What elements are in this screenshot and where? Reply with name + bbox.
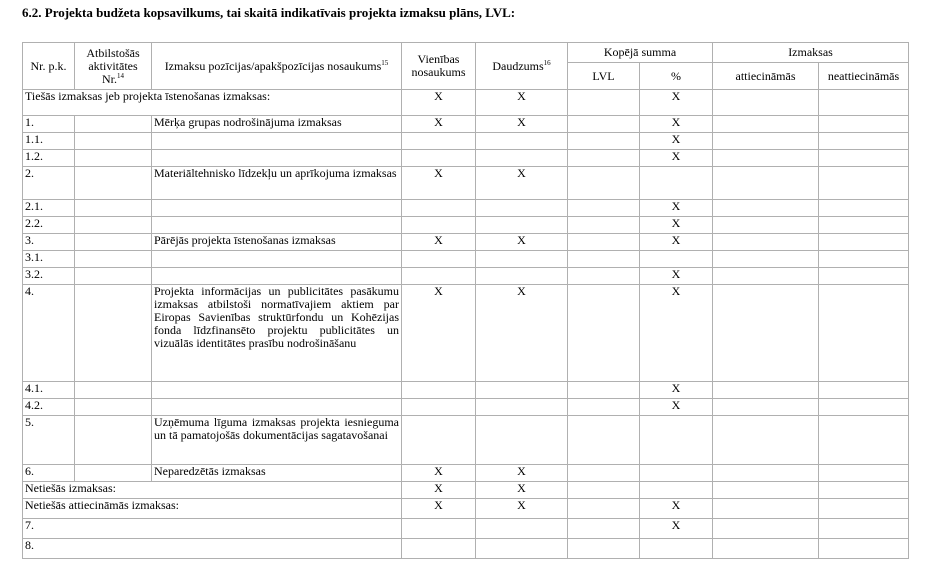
quantity-cell [476, 539, 568, 559]
quantity-cell: X [476, 482, 568, 499]
unit-cell [402, 539, 476, 559]
lvl-cell [568, 167, 640, 200]
unit-cell: X [402, 116, 476, 133]
position-name [152, 150, 402, 167]
activity-cell [75, 167, 152, 200]
row-number: 1.1. [23, 133, 75, 150]
ineligible-cell [819, 133, 909, 150]
eligible-cell [713, 285, 819, 382]
percent-cell: X [640, 268, 713, 285]
ineligible-cell [819, 167, 909, 200]
row-number: 3. [23, 234, 75, 251]
unit-cell [402, 416, 476, 465]
lvl-cell [568, 116, 640, 133]
percent-cell: X [640, 90, 713, 116]
quantity-cell: X [476, 116, 568, 133]
lvl-cell [568, 285, 640, 382]
quantity-cell: X [476, 234, 568, 251]
row-number: 5. [23, 416, 75, 465]
unit-cell [402, 519, 476, 539]
position-name [152, 251, 402, 268]
header-quantity: Daudzums$^{16}$ [476, 43, 568, 90]
ineligible-cell [819, 499, 909, 519]
row-number: 4.1. [23, 382, 75, 399]
table-row [23, 285, 909, 382]
lvl-cell [568, 539, 640, 559]
header-eligible: attiecināmās [713, 63, 819, 90]
row-number: 4.2. [23, 399, 75, 416]
lvl-cell [568, 217, 640, 234]
ineligible-cell [819, 416, 909, 465]
eligible-cell [713, 150, 819, 167]
row-number: 3.1. [23, 251, 75, 268]
ineligible-cell [819, 285, 909, 382]
header-position: Izmaksu pozīcijas/apakšpozīcijas nosaukums$^{15}$ [152, 43, 402, 90]
activity-cell [75, 217, 152, 234]
ineligible-cell [819, 465, 909, 482]
activity-cell [75, 133, 152, 150]
unit-cell: X [402, 90, 476, 116]
header-ineligible: neattiecināmās [819, 63, 909, 90]
position-name [152, 133, 402, 150]
ineligible-cell [819, 116, 909, 133]
row-number: 2.2. [23, 217, 75, 234]
lvl-cell [568, 482, 640, 499]
table-row [23, 399, 909, 416]
header-lvl: LVL [568, 63, 640, 90]
eligible-cell [713, 167, 819, 200]
percent-cell: X [640, 382, 713, 399]
percent-cell: X [640, 234, 713, 251]
quantity-cell [476, 268, 568, 285]
ineligible-cell [819, 399, 909, 416]
percent-cell: X [640, 399, 713, 416]
table-row [23, 200, 909, 217]
unit-cell [402, 133, 476, 150]
quantity-cell: X [476, 285, 568, 382]
row-number: 2.1. [23, 200, 75, 217]
activity-cell [75, 116, 152, 133]
activity-cell [75, 200, 152, 217]
lvl-cell [568, 133, 640, 150]
ineligible-cell [819, 268, 909, 285]
lvl-cell [568, 499, 640, 519]
header-activity: Atbilstošās aktivitātes Nr.$^{14}$ [75, 43, 152, 90]
eligible-cell [713, 251, 819, 268]
ineligible-cell [819, 251, 909, 268]
eligible-cell [713, 217, 819, 234]
lvl-cell [568, 399, 640, 416]
eligible-cell [713, 116, 819, 133]
ineligible-cell [819, 90, 909, 116]
position-name: Materiāltehnisko līdzekļu un aprīkojuma izmaksas [152, 167, 402, 200]
percent-cell [640, 482, 713, 499]
ineligible-cell [819, 150, 909, 167]
table-row [23, 416, 909, 465]
eligible-cell [713, 133, 819, 150]
eligible-cell [713, 465, 819, 482]
budget-table [22, 42, 909, 559]
header-nr: Nr. p.k. [23, 43, 75, 90]
position-name [152, 268, 402, 285]
table-row [23, 268, 909, 285]
position-name [152, 217, 402, 234]
table-row [23, 116, 909, 133]
percent-cell: X [640, 150, 713, 167]
quantity-cell [476, 399, 568, 416]
row-label: Netiešās attiecināmās izmaksas: [23, 499, 402, 519]
lvl-cell [568, 251, 640, 268]
activity-cell [75, 234, 152, 251]
row-label: 7. [23, 519, 402, 539]
eligible-cell [713, 382, 819, 399]
activity-cell [75, 465, 152, 482]
unit-cell [402, 399, 476, 416]
lvl-cell [568, 382, 640, 399]
percent-cell [640, 251, 713, 268]
position-name [152, 399, 402, 416]
eligible-cell [713, 234, 819, 251]
header-unit: Vienības nosaukums [402, 43, 476, 90]
lvl-cell [568, 90, 640, 116]
lvl-cell [568, 150, 640, 167]
position-name: Projekta informācijas un publicitātes pasākumu izmaksas atbilstoši normatīvajiem aktiem par Eiropas Savienības struktūrfondu un Kohēzijas fonda līdzfinansēto projektu publicitātes un vizuālās identitātes prasību nodrošināšanu [152, 285, 402, 382]
table-row [23, 519, 909, 539]
row-number: 3.2. [23, 268, 75, 285]
percent-cell [640, 539, 713, 559]
quantity-cell: X [476, 90, 568, 116]
lvl-cell [568, 234, 640, 251]
unit-cell: X [402, 499, 476, 519]
row-number: 4. [23, 285, 75, 382]
table-row [23, 167, 909, 200]
unit-cell: X [402, 465, 476, 482]
unit-cell: X [402, 482, 476, 499]
position-name [152, 382, 402, 399]
table-row [23, 234, 909, 251]
percent-cell [640, 167, 713, 200]
position-name [152, 200, 402, 217]
quantity-cell [476, 416, 568, 465]
activity-cell [75, 399, 152, 416]
quantity-cell [476, 200, 568, 217]
table-row [23, 499, 909, 519]
header-total: Kopējā summa [568, 43, 713, 63]
table-row [23, 133, 909, 150]
activity-cell [75, 382, 152, 399]
lvl-cell [568, 200, 640, 217]
eligible-cell [713, 200, 819, 217]
unit-cell [402, 251, 476, 268]
quantity-cell [476, 251, 568, 268]
percent-cell: X [640, 133, 713, 150]
ineligible-cell [819, 382, 909, 399]
row-number: 2. [23, 167, 75, 200]
quantity-cell: X [476, 167, 568, 200]
quantity-cell [476, 150, 568, 167]
position-name: Mērķa grupas nodrošinājuma izmaksas [152, 116, 402, 133]
position-name: Uzņēmuma līguma izmaksas projekta iesnieguma un tā pamatojošās dokumentācijas sagatavošanai [152, 416, 402, 465]
ineligible-cell [819, 539, 909, 559]
eligible-cell [713, 416, 819, 465]
section-heading: 6.2. Projekta budžeta kopsavilkums, tai skaitā indikatīvais projekta izmaksu plāns, LVL: [22, 5, 516, 20]
table-row [23, 150, 909, 167]
lvl-cell [568, 416, 640, 465]
table-row [23, 217, 909, 234]
unit-cell: X [402, 234, 476, 251]
unit-cell [402, 150, 476, 167]
percent-cell: X [640, 116, 713, 133]
eligible-cell [713, 539, 819, 559]
eligible-cell [713, 399, 819, 416]
lvl-cell [568, 268, 640, 285]
row-label: Netiešās izmaksas: [23, 482, 402, 499]
ineligible-cell [819, 217, 909, 234]
percent-cell [640, 416, 713, 465]
ineligible-cell [819, 519, 909, 539]
table-row [23, 539, 909, 559]
percent-cell: X [640, 285, 713, 382]
eligible-cell [713, 90, 819, 116]
percent-cell: X [640, 217, 713, 234]
ineligible-cell [819, 200, 909, 217]
quantity-cell: X [476, 499, 568, 519]
position-name: Neparedzētās izmaksas [152, 465, 402, 482]
quantity-cell: X [476, 465, 568, 482]
table-body [23, 90, 909, 559]
quantity-cell [476, 382, 568, 399]
unit-cell [402, 217, 476, 234]
row-number: 1.2. [23, 150, 75, 167]
table-row [23, 382, 909, 399]
eligible-cell [713, 482, 819, 499]
activity-cell [75, 268, 152, 285]
unit-cell [402, 268, 476, 285]
lvl-cell [568, 519, 640, 539]
row-number: 6. [23, 465, 75, 482]
eligible-cell [713, 268, 819, 285]
percent-cell: X [640, 200, 713, 217]
eligible-cell [713, 499, 819, 519]
table-row [23, 90, 909, 116]
header-costs: Izmaksas [713, 43, 909, 63]
unit-cell [402, 200, 476, 217]
ineligible-cell [819, 234, 909, 251]
activity-cell [75, 150, 152, 167]
percent-cell: X [640, 519, 713, 539]
percent-cell: X [640, 499, 713, 519]
activity-cell [75, 285, 152, 382]
unit-cell: X [402, 285, 476, 382]
ineligible-cell [819, 482, 909, 499]
quantity-cell [476, 217, 568, 234]
lvl-cell [568, 465, 640, 482]
unit-cell: X [402, 167, 476, 200]
activity-cell [75, 416, 152, 465]
table-row [23, 482, 909, 499]
eligible-cell [713, 519, 819, 539]
quantity-cell [476, 133, 568, 150]
row-label: 8. [23, 539, 402, 559]
percent-cell [640, 465, 713, 482]
quantity-cell [476, 519, 568, 539]
activity-cell [75, 251, 152, 268]
table-row [23, 465, 909, 482]
table-row [23, 251, 909, 268]
row-label: Tiešās izmaksas jeb projekta īstenošanas izmaksas: [23, 90, 402, 116]
unit-cell [402, 382, 476, 399]
row-number: 1. [23, 116, 75, 133]
position-name: Pārējās projekta īstenošanas izmaksas [152, 234, 402, 251]
header-percent: % [640, 63, 713, 90]
